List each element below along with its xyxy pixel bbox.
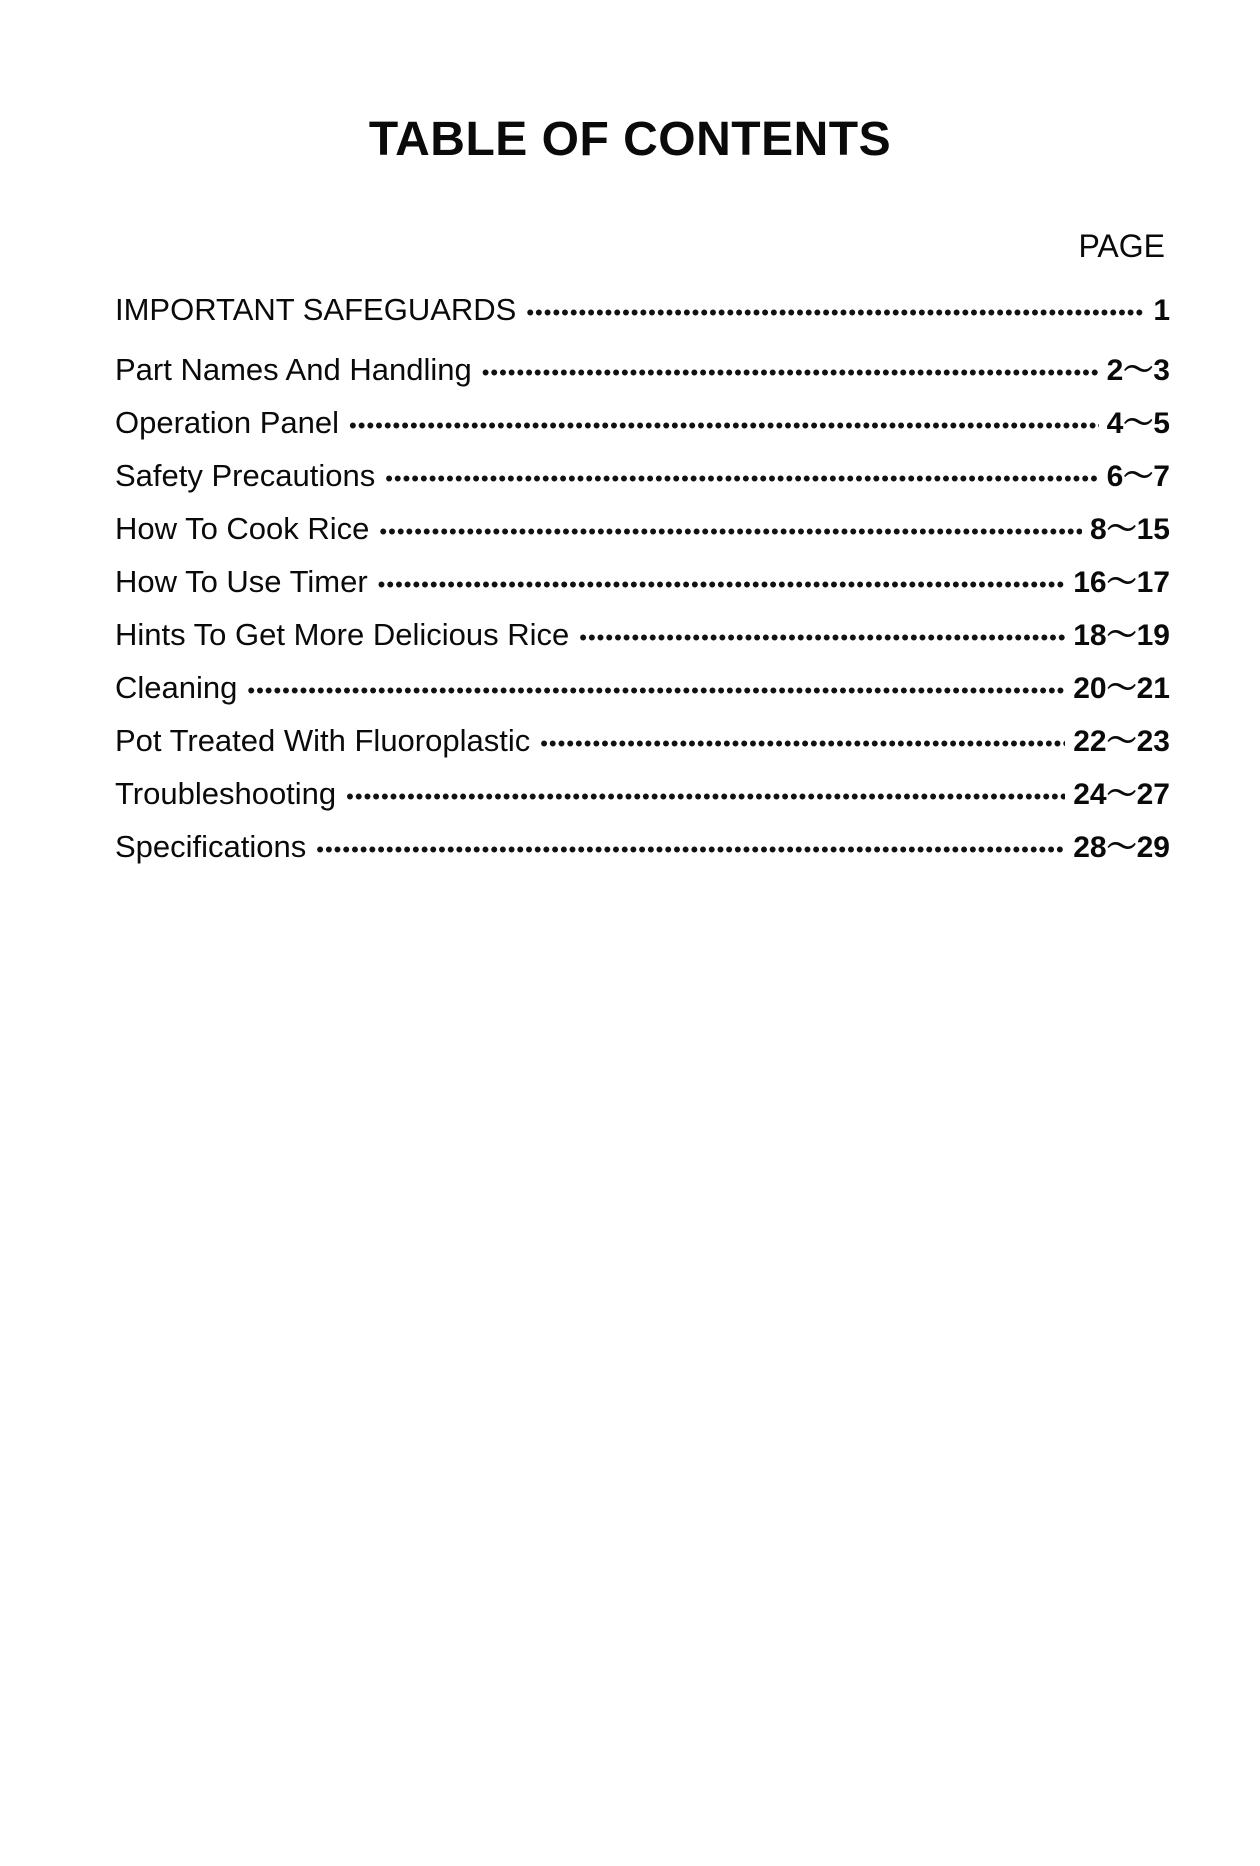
toc-entry-label: How To Use Timer [115,564,368,599]
toc-entry-page: 28～29 [1073,831,1170,864]
toc-entry [115,398,1170,451]
dot-leader [378,572,1066,598]
dot-leader [379,519,1082,545]
toc-entry-label: Troubleshooting [115,776,337,811]
toc-entry-page: 24～27 [1073,778,1170,811]
dot-leader [579,625,1065,651]
toc-entry-page: 1 [1153,294,1170,327]
toc-entry [115,663,1170,716]
dot-leader [540,731,1065,757]
toc-entry-label: Pot Treated With Fluoroplastic [115,723,531,758]
toc-entry [115,769,1170,822]
toc-entry-page: 18～19 [1073,619,1170,652]
toc-entry-page: 20～21 [1073,672,1170,705]
dot-leader [346,784,1065,810]
toc-entry-page: 2～3 [1106,354,1170,387]
toc-entry-page: 6～7 [1106,460,1170,493]
toc-entry-label: Operation Panel [115,405,340,440]
dot-leader [349,413,1099,439]
dot-leader [482,360,1099,386]
dot-leader [316,837,1065,863]
toc-entry-label: IMPORTANT SAFEGUARDS [115,292,517,327]
toc-entry-page: 8～15 [1089,513,1170,546]
toc-entry-page: 16～17 [1073,566,1170,599]
toc-entry-label: How To Cook Rice [115,511,370,546]
toc-entry-label: Part Names And Handling [115,352,472,387]
toc-entry-label: Cleaning [115,670,238,705]
dot-leader [247,678,1065,704]
toc-entry-label: Specifications [115,829,307,864]
dot-leader [526,300,1145,326]
toc-entry [115,822,1170,875]
page-title: TABLE OF CONTENTS [368,113,892,166]
toc-entry [115,610,1170,663]
dot-leader [385,466,1098,492]
toc-entry [115,716,1170,769]
toc-entry [115,345,1170,398]
page-column-header: PAGE [1078,228,1165,264]
toc-entry [115,292,1170,345]
toc-list [115,292,1170,875]
toc-entry-page: 4～5 [1106,407,1170,440]
toc-entry-label: Safety Precautions [115,458,376,493]
toc-entry [115,451,1170,504]
toc-entry-label: Hints To Get More Delicious Rice [115,617,570,652]
toc-entry [115,504,1170,557]
toc-entry-page: 22～23 [1073,725,1170,758]
toc-entry [115,557,1170,610]
